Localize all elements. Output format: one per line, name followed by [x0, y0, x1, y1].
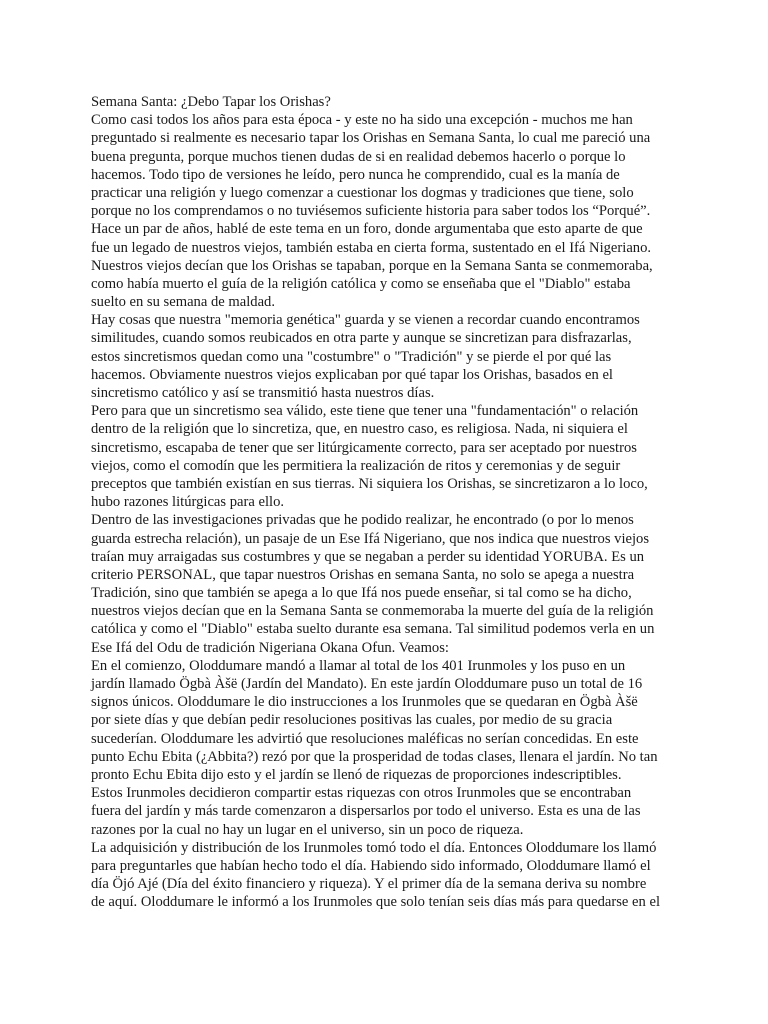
- text-line: razones por la cual no hay un lugar en el universo, sin un poco de riqueza.: [91, 821, 524, 838]
- text-line: Dentro de las investigaciones privadas que he podido realizar, he encontrado (o por lo menos: [91, 512, 634, 529]
- text-line: En el comienzo, Oloddumare mandó a llamar al total de los 401 Irunmoles y los puso en un: [91, 657, 626, 674]
- text-line: porque no los comprendamos o no tuviésemos suficiente historia para saber todos los “Porqué”.: [91, 203, 651, 220]
- text-line: hacemos. Obviamente nuestros viejos explicaban por qué tapar los Orishas, basados en el: [91, 366, 613, 383]
- text-line: por siete días y que debían pedir resoluciones positivas las cuales, por medio de su gracia: [91, 712, 613, 729]
- text-line: Nuestros viejos decían que los Orishas se tapaban, porque en la Semana Santa se conmemoraba,: [91, 257, 653, 274]
- text-line: Hace un par de años, hablé de este tema en un foro, donde argumentaba que esto aparte de que: [91, 221, 643, 238]
- text-line: sincretismo católico y así se transmitió hasta nuestros días.: [91, 385, 435, 401]
- text-line: signos únicos. Oloddumare le dio instrucciones a los Irunmoles que se quedaran en Ögbà Àšë: [91, 694, 638, 711]
- text-line: hubo razones litúrgicas para ello.: [91, 494, 285, 511]
- text-line: similitudes, cuando somos reubicados en otra parte y aunque se sincretizan para disfrazarlas,: [91, 330, 632, 347]
- text-line: sucederían. Oloddumare les advirtió que resoluciones maléficas no serían concedidas. En este: [91, 730, 639, 747]
- text-line: Hay cosas que nuestra "memoria genética" guarda y se vienen a recordar cuando encontramos: [91, 312, 640, 329]
- text-line: La adquisición y distribución de los Irunmoles tomó todo el día. Entonces Oloddumare los llamó: [91, 839, 657, 856]
- text-line: traían muy arraigadas sus costumbres y que se negaban a perder su identidad YORUBA. Es un: [91, 548, 645, 565]
- text-line: católica y como el "Diablo" estaba suelto durante esa semana. Tal similitud podemos verla en un: [91, 621, 655, 638]
- text-line: Estos Irunmoles decidieron compartir estas riquezas con otros Irunmoles que se encontraban: [91, 785, 632, 802]
- text-line: día Öjó Ajé (Día del éxito financiero y riqueza). Y el primer día de la semana deriva su nombre: [91, 876, 647, 893]
- text-line: de aquí. Oloddumare le informó a los Irunmoles que solo tenían seis días más para quedarse en el: [91, 894, 660, 911]
- text-line: preguntado si realmente es necesario tapar los Orishas en Semana Santa, lo cual me pareció una: [91, 130, 651, 147]
- text-line: pronto Echu Ebita dijo esto y el jardín se llenó de riquezas de proporciones indescriptibles.: [91, 766, 622, 783]
- document-title: Semana Santa: ¿Debo Tapar los Orishas?: [91, 94, 331, 110]
- text-line: buena pregunta, porque muchos tienen dudas de si en realidad debemos hacerlo o porque lo: [91, 148, 626, 165]
- text-line: fuera del jardín y más tarde comenzaron a dispersarlos por todo el universo. Esta es una de las: [91, 803, 641, 820]
- text-line: preceptos que también existían en sus tierras. Ni siquiera los Orishas, se sincretizaron a lo loco,: [91, 475, 648, 492]
- text-line: fue un legado de nuestros viejos, también estaba en cierta forma, sustentado en el Ifá Nigeriano.: [91, 239, 652, 256]
- text-line: para preguntarles que habían hecho todo el día. Habiendo sido informado, Oloddumare llamó el: [91, 857, 651, 874]
- text-line: estos sincretismos quedan como una "costumbre" o "Tradición" y se pierde el por qué las: [91, 348, 612, 365]
- text-line: dentro de la religión que lo sincretiza, que, en nuestro caso, es religiosa. Nada, ni siquiera el: [91, 421, 628, 438]
- text-line: nuestros viejos decían que en la Semana Santa se conmemoraba la muerte del guía de la religión: [91, 603, 654, 620]
- text-line: punto Echu Ebita (¿Abbita?) rezó por que la prosperidad de todas clases, llenara el jardín. No tan: [91, 748, 658, 765]
- text-line: guarda estrecha relación), un pasaje de un Ese Ifá Nigeriano, que nos indica que nuestros viejos: [91, 530, 650, 547]
- text-line: criterio PERSONAL, que tapar nuestros Orishas en semana Santa, no solo se apega a nuestra: [91, 566, 635, 583]
- text-line: como había muerto el guía de la religión católica y como se enseñaba que el "Diablo" estaba: [91, 275, 631, 292]
- text-line: suelto en su semana de maldad.: [91, 294, 275, 311]
- text-line: Ese Ifá del Odu de tradición Nigeriana Okana Ofun. Veamos:: [91, 639, 449, 656]
- document-body: [91, 93, 691, 911]
- text-line: Pero para que un sincretismo sea válido, este tiene que tener una "fundamentación" o relación: [91, 403, 639, 420]
- text-line: Como casi todos los años para esta época - y este no ha sido una excepción - muchos me han: [91, 112, 633, 129]
- text-line: sincretismo, escapaba de tener que ser litúrgicamente correcto, para ser aceptado por nuestros: [91, 439, 637, 456]
- text-line: jardín llamado Ögbà Àšë (Jardín del Mandato). En este jardín Oloddumare puso un total de 16: [91, 676, 643, 692]
- text-line: Tradición, sino que también se apega a lo que Ifá nos puede enseñar, si tal como se ha dicho,: [91, 585, 632, 602]
- text-line: viejos, como el comodín que les permitiera la realización de ritos y ceremonias y de seguir: [91, 457, 621, 474]
- text-line: practicar una religión y luego comenzar a cuestionar los dogmas y tradiciones que tiene, solo: [91, 184, 634, 201]
- text-line: hacemos. Todo tipo de versiones he leído, pero nunca he comprendido, cual es la manía de: [91, 166, 620, 183]
